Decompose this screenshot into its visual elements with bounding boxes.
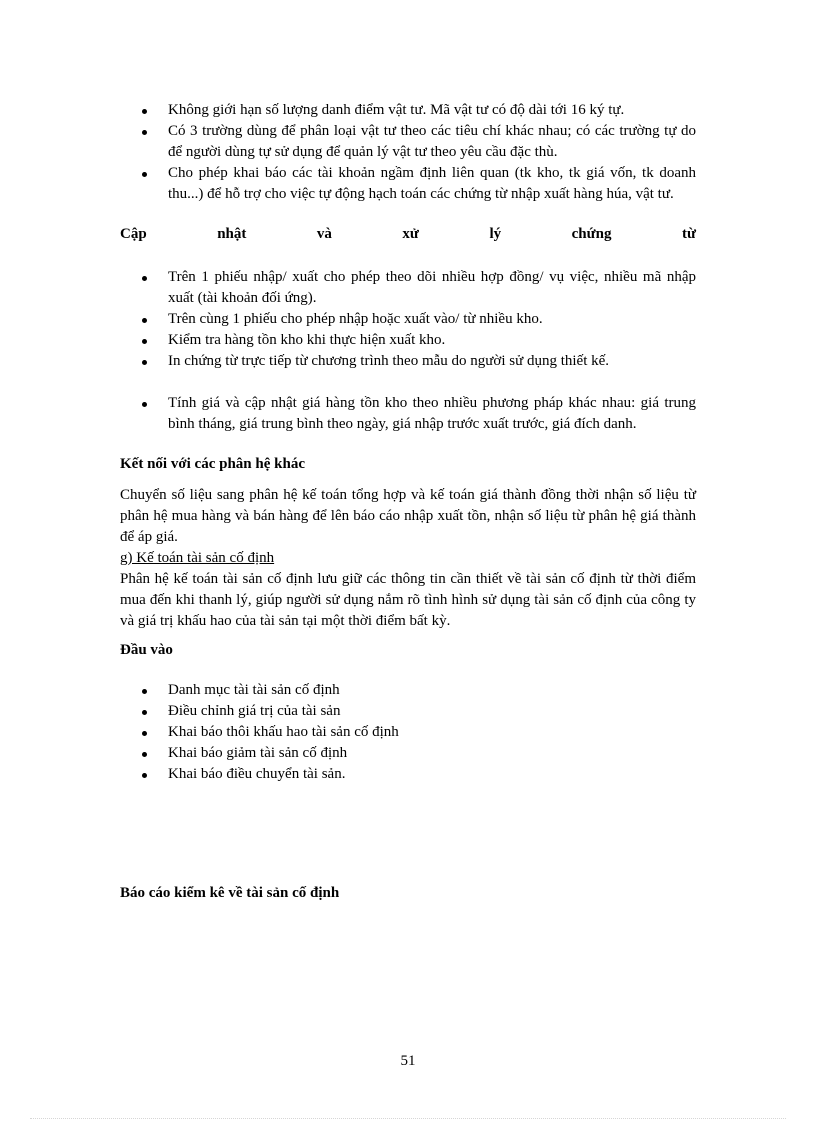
section-heading-bao-cao: Báo cáo kiểm kê về tài sản cố định xyxy=(120,885,340,901)
list-item: Danh mục tài tài sản cố định xyxy=(120,680,696,701)
list-item: Trên cùng 1 phiếu cho phép nhập hoặc xuất vào/ từ nhiều kho. xyxy=(120,309,696,330)
list-item: Khai báo giảm tài sản cố định xyxy=(120,743,696,764)
paragraph-ket-noi: Chuyển số liệu sang phân hệ kế toán tổng hợp và kế toán giá thành đồng thời nhận số liệu từ phân hệ mua hàng và bán hàng để lên báo cáo nhập xuất tồn, nhận số liệu từ phân hệ giá thành để áp giá. xyxy=(120,487,696,545)
material-features-list xyxy=(120,100,696,205)
voucher-processing-list xyxy=(120,267,696,372)
bullet-icon xyxy=(142,360,147,365)
page-content xyxy=(120,100,696,904)
bullet-icon xyxy=(142,710,147,715)
bullet-icon xyxy=(142,318,147,323)
list-item: In chứng từ trực tiếp từ chương trình theo mẫu do người sử dụng thiết kế. xyxy=(120,351,696,372)
list-item: Không giới hạn số lượng danh điểm vật tư. Mã vật tư có độ dài tới 16 ký tự. xyxy=(120,100,696,121)
bullet-icon xyxy=(142,172,147,177)
list-item: Khai báo điều chuyển tài sản. xyxy=(120,764,696,785)
bullet-icon xyxy=(142,130,147,135)
list-item: Trên 1 phiếu nhập/ xuất cho phép theo dõi nhiều hợp đồng/ vụ việc, nhiều mã nhập xuất (tài khoản đối ứng). xyxy=(120,267,696,309)
page-bottom-divider xyxy=(30,1118,786,1119)
list-item: Khai báo thôi khấu hao tài sản cố định xyxy=(120,722,696,743)
bullet-icon xyxy=(142,689,147,694)
section-heading-ket-noi: Kết nối với các phân hệ khác xyxy=(120,456,305,472)
section-heading-dau-vao: Đầu vào xyxy=(120,642,173,658)
list-item: Có 3 trường dùng để phân loại vật tư theo các tiêu chí khác nhau; có các trường tự do để người dùng tự sử dụng để quản lý vật tư theo yêu cầu đặc thù. xyxy=(120,121,696,163)
bullet-icon xyxy=(142,276,147,281)
bullet-icon xyxy=(142,731,147,736)
bullet-icon xyxy=(142,773,147,778)
subheading-fixed-assets: g) Kế toán tài sản cố định xyxy=(120,550,275,566)
pricing-methods-list xyxy=(120,393,696,435)
bullet-icon xyxy=(142,402,147,407)
paragraph-fixed-assets: Phân hệ kế toán tài sản cố định lưu giữ các thông tin cần thiết về tài sản cố định từ thời điểm mua đến khi thanh lý, giúp người sử dụng nắm rõ tình hình sử dụng tài sản cố định của công ty và giá trị khấu hao của tài sản tại một thời điểm bất kỳ. xyxy=(120,571,696,629)
section-heading-cap-nhat: Cập nhật và xử lý chứng từ xyxy=(120,226,696,242)
list-item: Kiểm tra hàng tồn kho khi thực hiện xuất kho. xyxy=(120,330,696,351)
list-item: Cho phép khai báo các tài khoản ngầm định liên quan (tk kho, tk giá vốn, tk doanh thu...) để hỗ trợ cho việc tự động hạch toán các chứng từ nhập xuất hàng húa, vật tư. xyxy=(120,163,696,205)
page-number: 51 xyxy=(400,1053,416,1069)
bullet-icon xyxy=(142,752,147,757)
bullet-icon xyxy=(142,109,147,114)
bullet-icon xyxy=(142,339,147,344)
list-item: Điều chỉnh giá trị của tài sản xyxy=(120,701,696,722)
inputs-list xyxy=(120,680,696,785)
list-item: Tính giá và cập nhật giá hàng tồn kho theo nhiều phương pháp khác nhau: giá trung bình tháng, giá trung bình theo ngày, giá nhập trước xuất trước, giá đích danh. xyxy=(120,393,696,435)
